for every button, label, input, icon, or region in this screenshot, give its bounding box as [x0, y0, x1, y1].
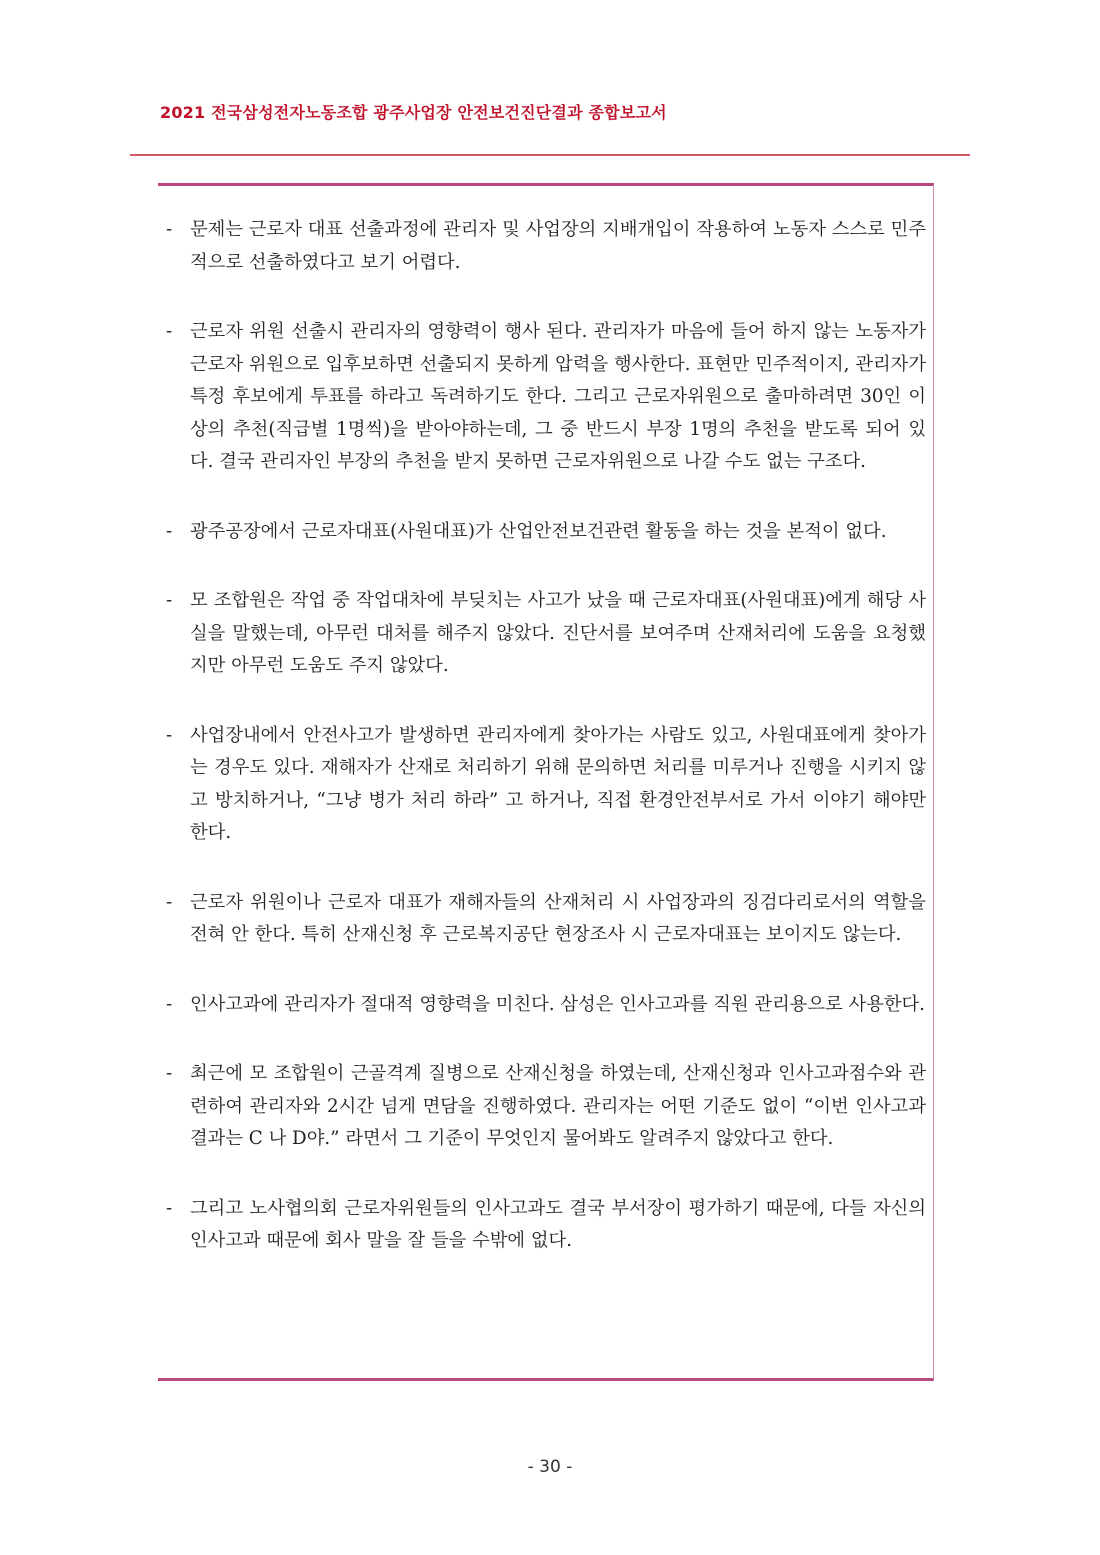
page-number: - 30 -	[527, 1457, 573, 1477]
list-item-text: 근로자 위원이나 근로자 대표가 재해자들의 산재처리 시 사업장과의 징검다리로서의 역할을 전혀 안 한다. 특히 산재신청 후 근로복지공단 현장조사 시 근로자대표는 보이지도 않는다.	[190, 891, 926, 945]
content-box	[158, 183, 934, 1381]
bullet-dash: -	[166, 219, 173, 240]
list-item	[166, 516, 926, 549]
list-item-text: 문제는 근로자 대표 선출과정에 관리자 및 사업장의 지배개입이 작용하여 노동자 스스로 민주적으로 선출하였다고 보기 어렵다.	[190, 219, 926, 273]
bullet-dash: -	[166, 1063, 173, 1084]
list-item	[166, 720, 926, 850]
list-item-text: 광주공장에서 근로자대표(사원대표)가 산업안전보건관련 활동을 하는 것을 본적이 없다.	[190, 520, 887, 542]
list-item	[166, 1058, 926, 1156]
list-item	[166, 887, 926, 952]
list-item	[166, 585, 926, 683]
bullet-dash: -	[166, 993, 173, 1015]
bullet-dash: -	[166, 1197, 173, 1219]
bullet-dash: -	[166, 724, 173, 746]
list-item	[166, 1193, 926, 1258]
list-item-text: 사업장내에서 안전사고가 발생하면 관리자에게 찾아가는 사람도 있고, 사원대표에게 찾아가는 경우도 있다. 재해자가 산재로 처리하기 위해 문의하면 처리를 미루거나 진행을 시키지 않고 방치하거나, “그냥 병가 처리 하라” 고 하거나, 직접 환경안전부서로 가서 이야기 해야만 한다.	[190, 724, 926, 843]
bullet-dash: -	[166, 891, 173, 913]
list-item-text: 모 조합원은 작업 중 작업대차에 부딪치는 사고가 났을 때 근로자대표(사원대표)에게 해당 사실을 말했는데, 아무런 대처를 해주지 않았다. 진단서를 보여주며 산재처리에 도움을 요청했지만 아무런 도움도 주지 않았다.	[190, 590, 926, 676]
list-item-text: 인사고과에 관리자가 절대적 영향력을 미친다. 삼성은 인사고과를 직원 관리용으로 사용한다.	[190, 993, 925, 1015]
bullet-dash: -	[166, 321, 173, 342]
list-item	[166, 214, 926, 279]
list-item-text: 최근에 모 조합원이 근골격계 질병으로 산재신청을 하였는데, 산재신청과 인사고과점수와 관련하여 관리자와 2시간 넘게 면담을 진행하였다. 관리자는 어떤 기준도 없이 “이번 인사고과 결과는 C 나 D야.” 라면서 그 기준이 무엇인지 물어봐도 알려주지 않았다고 한다.	[190, 1063, 926, 1149]
bullet-list	[166, 214, 926, 1295]
bullet-dash: -	[166, 590, 173, 611]
report-header-title: 2021 전국삼성전자노동조합 광주사업장 안전보건진단결과 종합보고서	[160, 103, 667, 122]
bullet-dash: -	[166, 520, 173, 542]
list-item	[166, 989, 926, 1022]
list-item-text: 근로자 위원 선출시 관리자의 영향력이 행사 된다. 관리자가 마음에 들어 하지 않는 노동자가 근로자 위원으로 입후보하면 선출되지 못하게 압력을 행사한다. 표현만 민주적이지, 관리자가 특정 후보에게 투표를 하라고 독려하기도 한다. 그리고 근로자위원으로 출마하려면 30인 이상의 추천(직급별 1명씩)을 받아야하는데, 그 중 반드시 부장 1명의 추천을 받도록 되어 있다. 결국 관리자인 부장의 추천을 받지 못하면 근로자위원으로 나갈 수도 없는 구조다.	[190, 321, 926, 472]
list-item-text: 그리고 노사협의회 근로자위원들의 인사고과도 결국 부서장이 평가하기 때문에, 다들 자신의 인사고과 때문에 회사 말을 잘 들을 수밖에 없다.	[190, 1197, 926, 1251]
header-divider	[130, 154, 970, 156]
list-item	[166, 316, 926, 479]
